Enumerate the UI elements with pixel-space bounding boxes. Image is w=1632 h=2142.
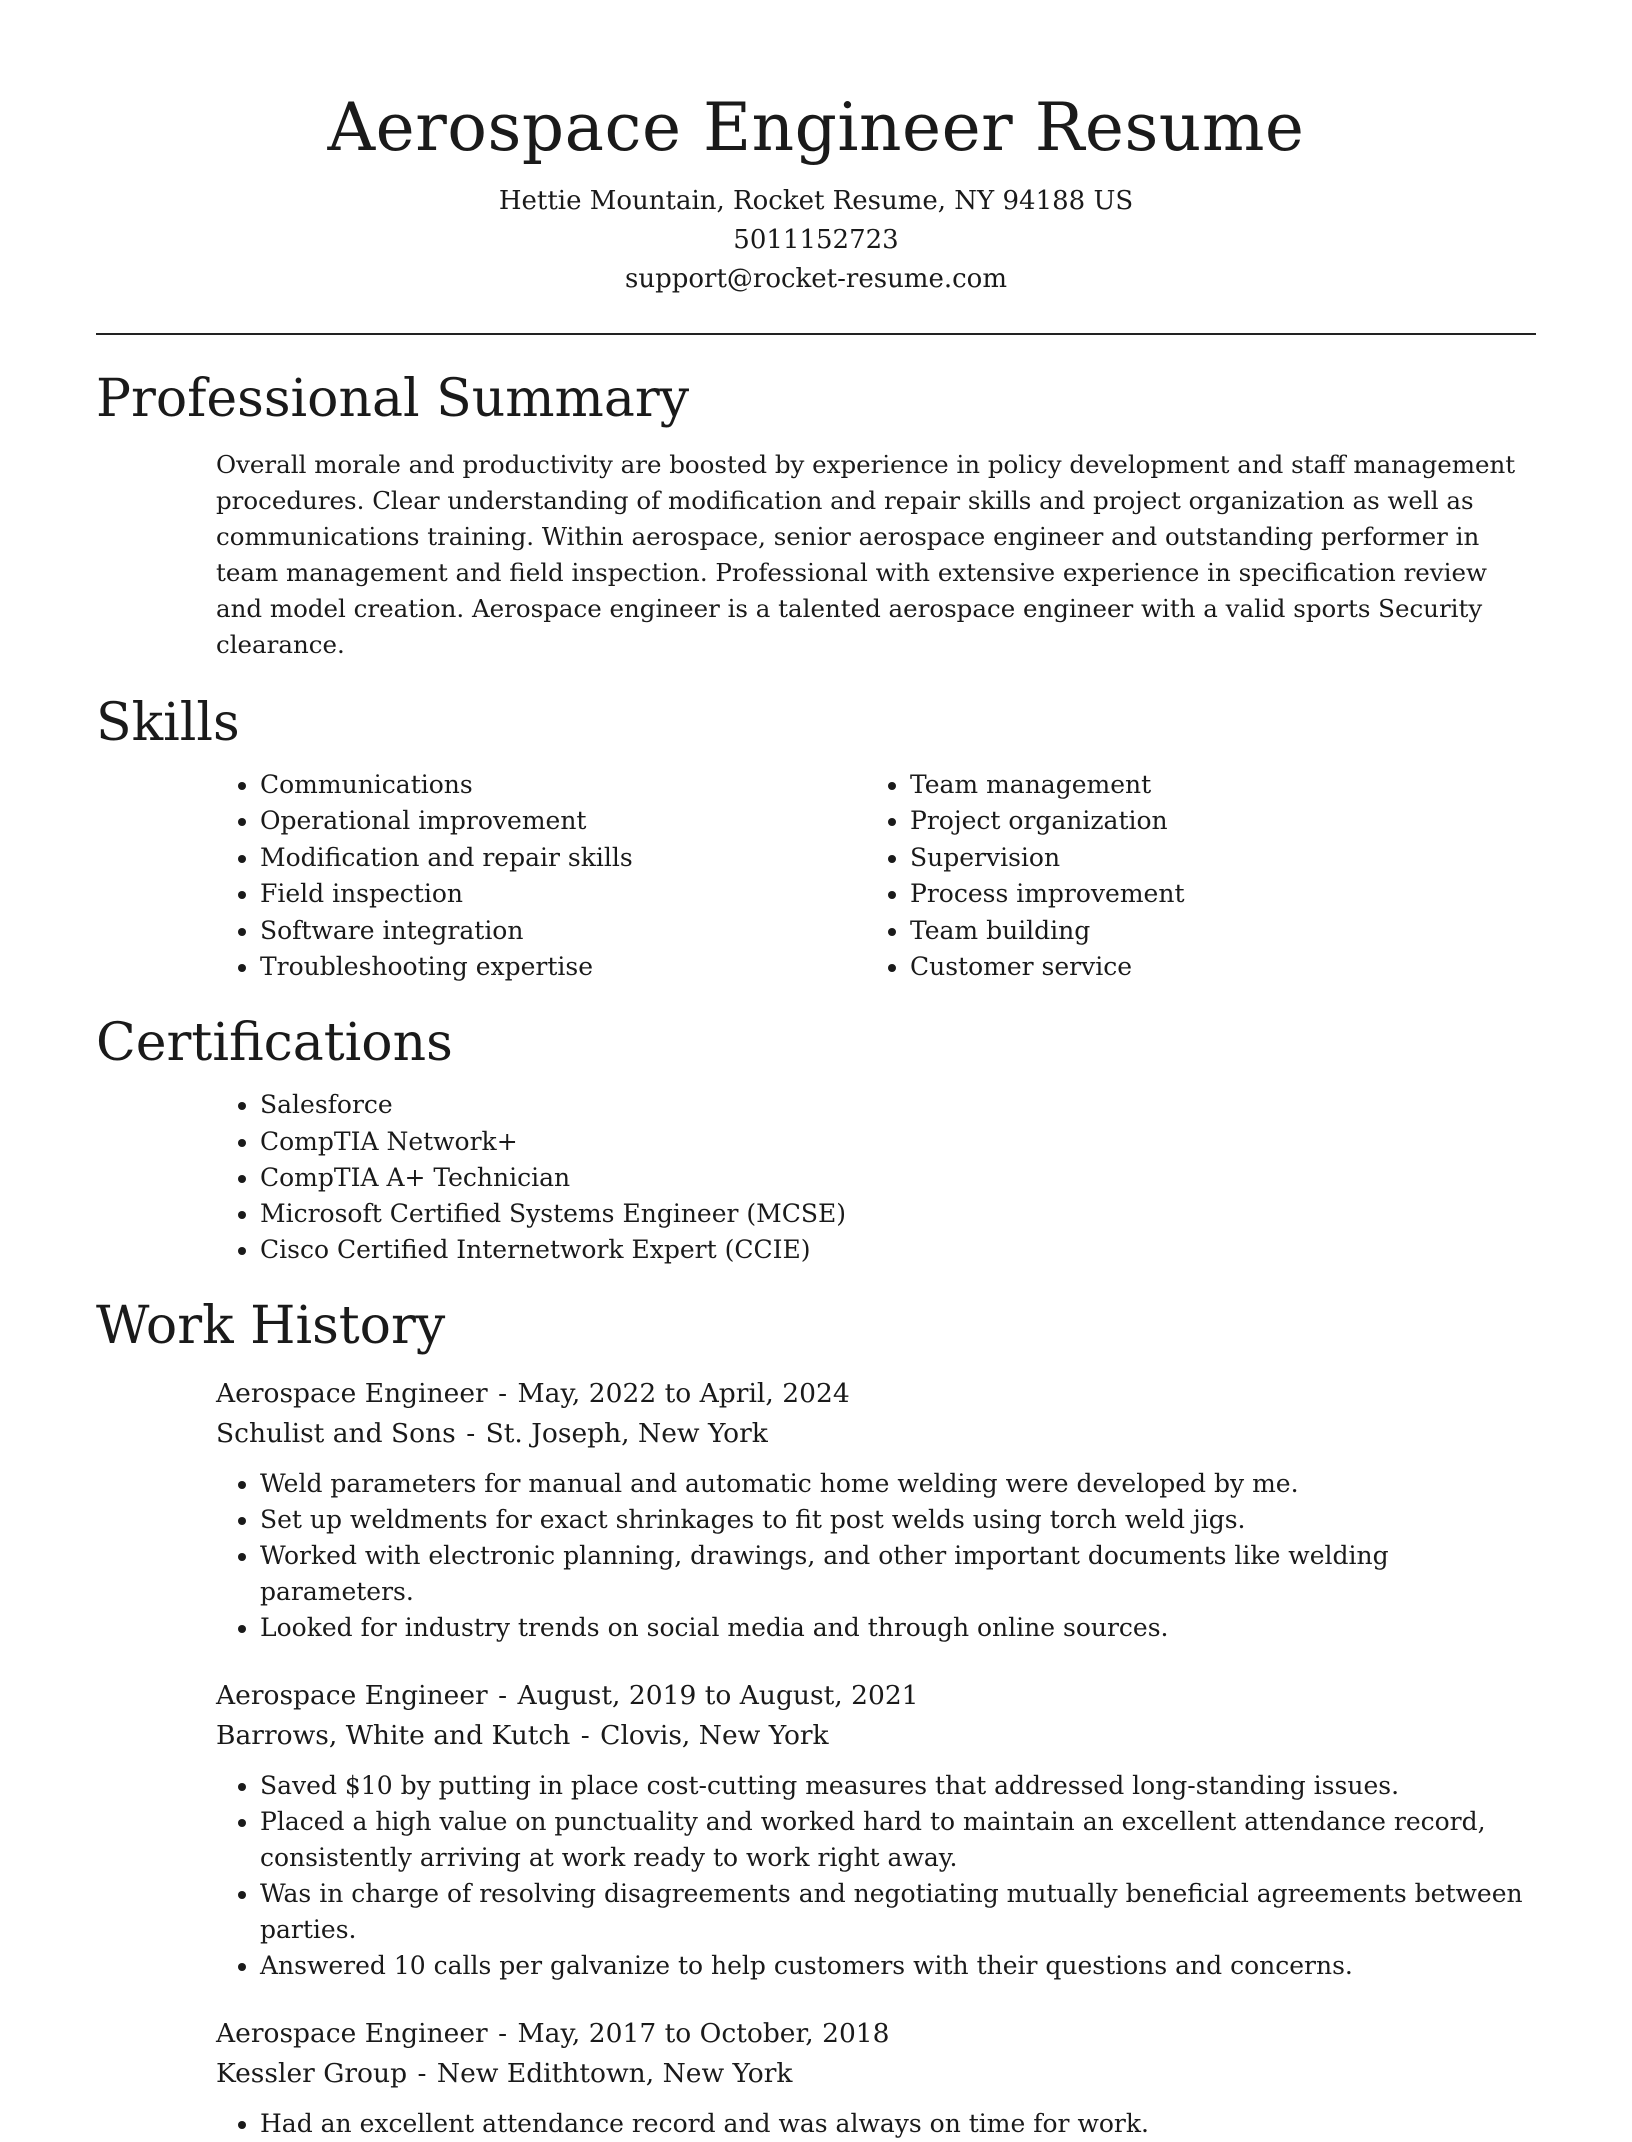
- job-title: Aerospace Engineer: [216, 1378, 488, 1410]
- job-company: Barrows, White and Kutch: [216, 1720, 571, 1752]
- job-bullet: • Looked for industry trends on social media and through online sources.: [260, 1610, 1536, 1646]
- skill-item: • Supervision: [910, 840, 1510, 876]
- job-company-line: [216, 1716, 1536, 1756]
- separator: -: [498, 1378, 508, 1410]
- skill-item: • Project organization: [910, 803, 1510, 839]
- skill-item: • Communications: [260, 767, 746, 803]
- separator: -: [466, 1418, 476, 1450]
- job-title: Aerospace Engineer: [216, 2018, 488, 2050]
- job-entry: [216, 1374, 1536, 1646]
- certification-item: • CompTIA Network+: [260, 1124, 1536, 1160]
- certification-item: • Cisco Certified Internetwork Expert (CCIE): [260, 1232, 1536, 1268]
- skill-item: • Team management: [910, 767, 1510, 803]
- job-bullet: • Answered 10 calls per galvanize to help customers with their questions and concerns.: [260, 1948, 1536, 1984]
- skill-item: • Field inspection: [260, 876, 746, 912]
- separator: -: [580, 1720, 590, 1752]
- summary-heading: Professional Summary: [96, 369, 690, 429]
- certifications-list: [96, 1087, 1536, 1268]
- job-location: St. Joseph, New York: [485, 1418, 768, 1450]
- job-title-line: [216, 2014, 1536, 2054]
- job-bullet: • Saved $10 by putting in place cost-cutting measures that addressed long-standing issues.: [260, 1768, 1536, 1804]
- job-dates: May, 2022 to April, 2024: [517, 1378, 850, 1410]
- separator: -: [498, 1680, 508, 1712]
- work-history-heading: Work History: [96, 1296, 446, 1357]
- skill-item: • Modification and repair skills: [260, 840, 746, 876]
- job-bullet: • Was in charge of resolving disagreements and negotiating mutually beneficial agreements between parties.: [260, 1876, 1536, 1948]
- skill-item: • Operational improvement: [260, 803, 746, 839]
- separator: -: [498, 2018, 508, 2050]
- job-bullet: • Placed a high value on punctuality and worked hard to maintain an excellent attendance record, consistently arriving at work ready to work right away.: [260, 1804, 1536, 1876]
- job-bullet: • Set up weldments for exact shrinkages to fit post welds using torch weld jigs.: [260, 1502, 1536, 1538]
- job-entry: [216, 1676, 1536, 1984]
- job-bullets: [216, 1466, 1536, 1646]
- skills-grid: [96, 767, 1536, 985]
- job-bullet: • Had an excellent attendance record and was always on time for work.: [260, 2106, 1536, 2142]
- job-location: New Edithtown, New York: [436, 2058, 793, 2090]
- skill-item: • Software integration: [260, 913, 746, 949]
- certification-item: • Microsoft Certified Systems Engineer (MCSE): [260, 1196, 1536, 1232]
- certification-item: • CompTIA A+ Technician: [260, 1160, 1536, 1196]
- contact-address: Hettie Mountain, Rocket Resume, NY 94188 US: [498, 186, 1134, 216]
- job-dates: May, 2017 to October, 2018: [517, 2018, 890, 2050]
- contact-block: [96, 182, 1536, 299]
- job-dates: August, 2019 to August, 2021: [517, 1680, 919, 1712]
- resume-title: Aerospace Engineer Resume: [327, 89, 1305, 166]
- job-title: Aerospace Engineer: [216, 1680, 488, 1712]
- job-bullets: [216, 1768, 1536, 1984]
- skills-heading: Skills: [96, 693, 240, 753]
- skills-list-right: [746, 767, 1510, 985]
- job-company-line: [216, 1414, 1536, 1454]
- summary-text: Overall morale and productivity are boosted by experience in policy development and staff management procedures. Clear understanding of modification and repair skills and project organization as well as communications training. Within aerospace, senior aerospace engineer and outstanding performer in team management and field inspection. Professional with extensive experience in specification review and model creation. Aerospace engineer is a talented aerospace engineer with a valid sports Security clearance.: [216, 450, 1516, 659]
- job-bullet: • Worked with electronic planning, drawings, and other important documents like welding parameters.: [260, 1538, 1536, 1610]
- job-title-line: [216, 1676, 1536, 1716]
- header-divider: [96, 333, 1536, 335]
- job-company-line: [216, 2054, 1536, 2094]
- contact-email: support@rocket-resume.com: [624, 264, 1007, 294]
- job-bullet: • Weld parameters for manual and automatic home welding were developed by me.: [260, 1466, 1536, 1502]
- resume-header: [96, 0, 1536, 299]
- resume-page: [96, 0, 1536, 2142]
- skill-item: • Process improvement: [910, 876, 1510, 912]
- skill-item: • Team building: [910, 913, 1510, 949]
- separator: -: [417, 2058, 427, 2090]
- job-location: Clovis, New York: [600, 1720, 829, 1752]
- skill-item: • Customer service: [910, 949, 1510, 985]
- skill-item: • Troubleshooting expertise: [260, 949, 746, 985]
- certifications-heading: Certifications: [96, 1013, 453, 1074]
- job-entry: [216, 2014, 1536, 2142]
- skills-list-left: [96, 767, 746, 985]
- job-company: Schulist and Sons: [216, 1418, 456, 1450]
- job-title-line: [216, 1374, 1536, 1414]
- certification-item: • Salesforce: [260, 1087, 1536, 1123]
- job-company: Kessler Group: [216, 2058, 408, 2090]
- contact-phone: 5011152723: [733, 225, 899, 255]
